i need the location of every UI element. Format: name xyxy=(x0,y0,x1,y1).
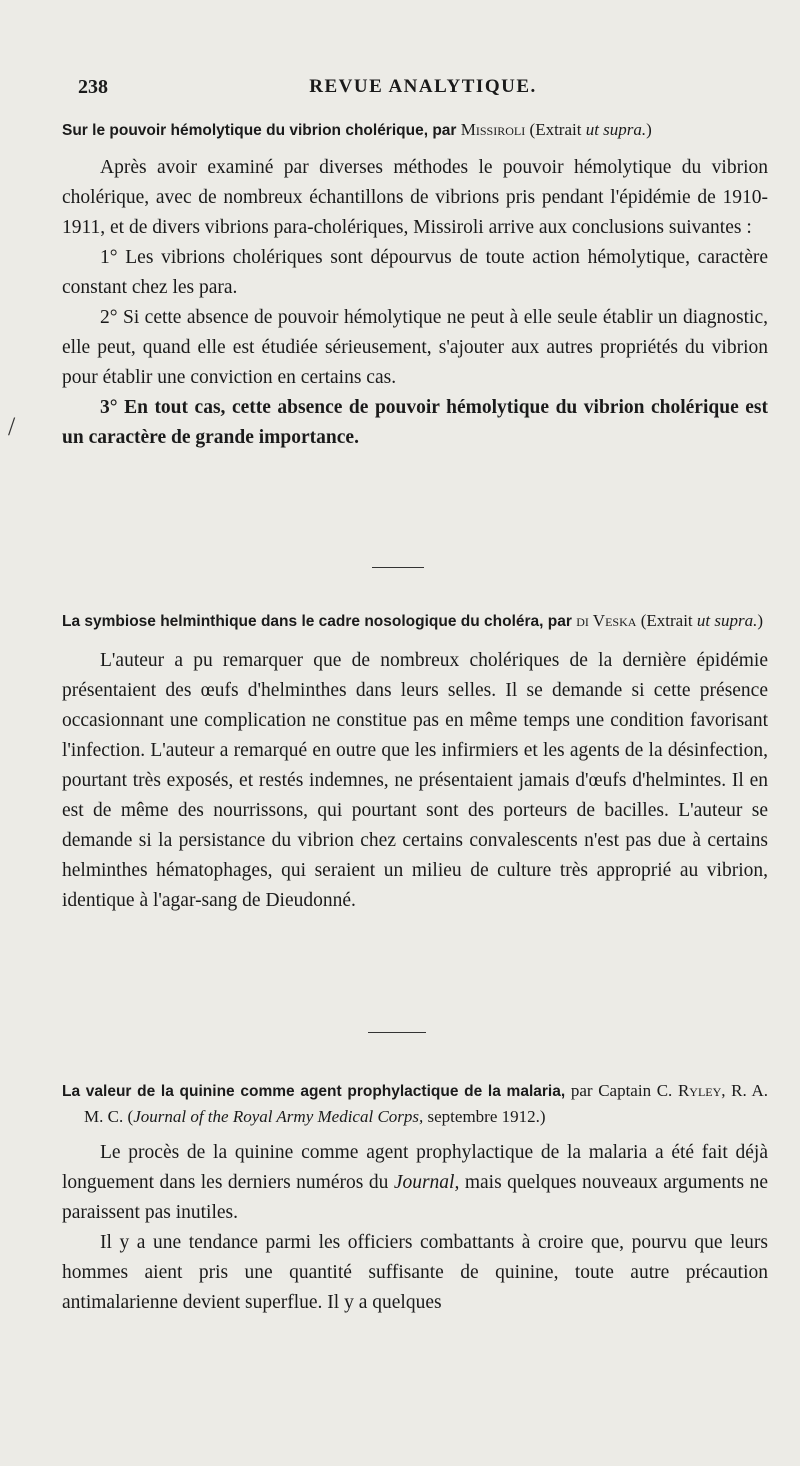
article-helminth xyxy=(62,608,768,916)
article-quinine xyxy=(62,1078,768,1318)
section-divider xyxy=(372,567,424,568)
body-paragraph: Le procès de la quinine comme agent prophylactique de la malaria a été fait déjà longuement dans les derniers numéros du Journal, mais quelques nouveaux arguments ne paraissent pas inutiles. xyxy=(62,1142,768,1223)
author-name: Ryley xyxy=(677,1081,722,1100)
body-paragraph: Après avoir examiné par diverses méthodes le pouvoir hémolytique du vibrion cholérique, avec de nombreux échantillons de vibrions pris pendant l'épidémie de 1910-1911, et de divers vibrions para-cholériques, Missiroli arrive aux conclusions suivantes : xyxy=(62,157,768,238)
author-name: di Veska xyxy=(576,611,637,630)
article-hemolytic xyxy=(62,117,768,453)
article-heading: Sur le pouvoir hémolytique du vibrion cholérique, par Missiroli (Extrait ut supra.) xyxy=(62,120,652,139)
body-paragraph: 1° Les vibrions cholériques sont dépourvus de toute action hémolytique, caractère constant chez les para. xyxy=(62,247,768,298)
running-head xyxy=(78,76,768,106)
section-divider xyxy=(368,1032,426,1033)
body-paragraph: 3° En tout cas, cette absence de pouvoir hémolytique du vibrion cholérique est un caractère de grande importance. xyxy=(62,397,768,448)
article-heading: La symbiose helminthique dans le cadre nosologique du choléra, par di Veska (Extrait ut supra.) xyxy=(62,611,764,630)
author-name: Missiroli xyxy=(460,120,526,139)
article-heading: La valeur de la quinine comme agent prophylactique de la malaria, par Captain C. Ryley, R. A. M. C. (Journal of the Royal Army Medical Corps, septembre 1912.) xyxy=(62,1081,769,1126)
body-paragraph: L'auteur a pu remarquer que de nombreux cholériques de la dernière épidémie présentaient des œufs d'helminthes dans leurs selles. Il se demande si cette présence occasionnant une complication ne constitue pas en même temps une condition favorisant l'infection. L'auteur a remarqué en outre que les infirmiers et les agents de la désinfection, pourtant très exposés, et restés indemnes, ne présentaient jamais d'œufs d'helmintes. Il en est de même des nourrissons, qui pourtant sont des porteurs de bacilles. L'auteur se demande si la persistance du vibrion chez certains convalescents n'est pas due à certains helminthes hématophages, qui seraient un milieu de culture très approprié au vibrion, identique à l'agar-sang de Dieudonné. xyxy=(62,650,768,911)
page-number: 238 xyxy=(78,76,108,98)
journal-reference: Journal, xyxy=(393,1172,460,1193)
body-paragraph: Il y a une tendance parmi les officiers combattants à croire que, pourvu que leurs hommes aient pris une quantité suffisante de quinine, toute autre précaution antimalarienne devient superflue. Il y a quelques xyxy=(62,1232,768,1313)
margin-pencil-mark: / xyxy=(8,412,16,441)
journal-title: REVUE ANALYTIQUE. xyxy=(309,76,537,97)
body-paragraph: 2° Si cette absence de pouvoir hémolytique ne peut à elle seule établir un diagnostic, elle peut, quand elle est étudiée sérieusement, s'ajouter aux autres propriétés du vibrion pour établir une conviction en certains cas. xyxy=(62,307,768,388)
